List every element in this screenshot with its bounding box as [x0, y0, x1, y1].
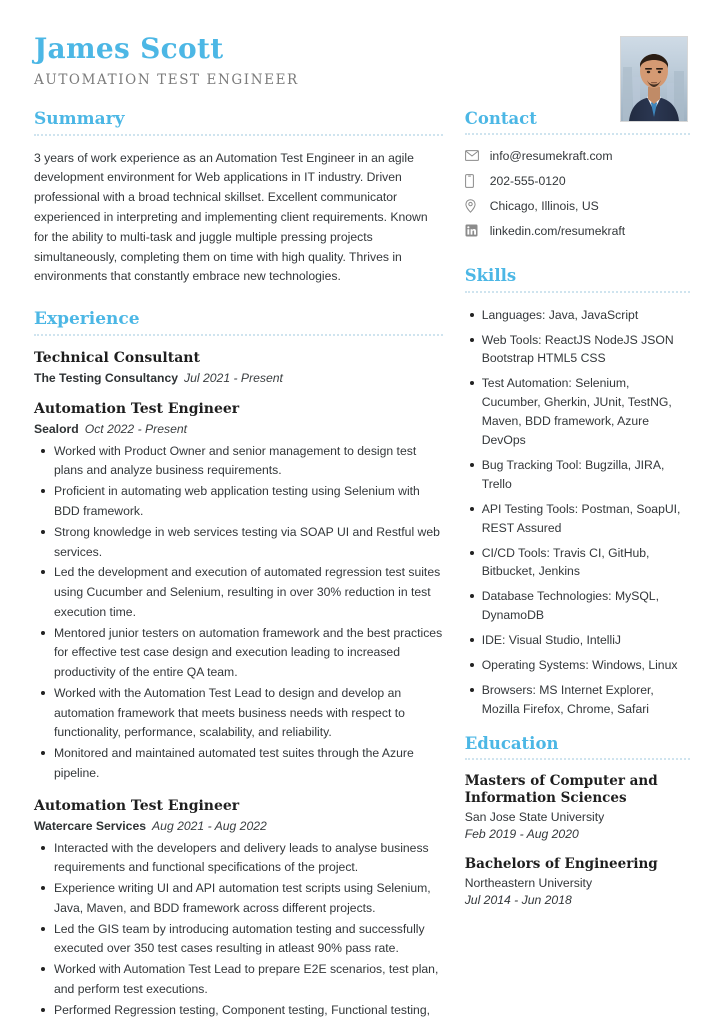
spacer	[465, 248, 690, 267]
experience-meta	[34, 370, 443, 387]
linkedin-icon	[465, 223, 482, 238]
contact-value: 202-555-0120	[489, 174, 566, 189]
contact-value: info@resumekraft.com	[489, 149, 613, 164]
right-column	[465, 110, 690, 922]
experience-bullet-list	[34, 839, 443, 1021]
contact-divider	[465, 133, 690, 137]
experience-bullet: Interacted with the developers and delivery leads to analyse business requirements and functional specifications of the project.	[34, 839, 443, 879]
experience-bullet: Strong knowledge in web services testing via SOAP UI and Restful web services.	[34, 523, 443, 563]
skill-item: Bug Tracking Tool: Bugzilla, JIRA, Trello	[465, 456, 690, 494]
resume-header	[0, 0, 724, 110]
contact-item-linkedin[interactable]	[465, 223, 690, 240]
skills-heading: Skills	[464, 266, 517, 286]
skill-item: Web Tools: ReactJS NodeJS JSON Bootstrap HTML5 CSS	[465, 331, 690, 369]
spacer	[34, 291, 443, 310]
education-divider	[465, 758, 690, 762]
education-dates: Feb 2019 - Aug 2020	[464, 827, 579, 842]
education-dates: Jul 2014 - Jun 2018	[464, 893, 572, 908]
skill-item: Test Automation: Selenium, Cucumber, Gherkin, JUnit, TestNG, Maven, BDD framework, Azure DevOps	[465, 374, 690, 450]
experience-entry	[34, 400, 443, 784]
summary-divider	[34, 134, 443, 138]
skill-item: Database Technologies: MySQL, DynamoDB	[465, 587, 690, 625]
contact-list	[465, 148, 690, 240]
experience-company: The Testing Consultancy	[34, 370, 179, 385]
contact-heading: Contact	[464, 109, 537, 128]
experience-entry	[34, 797, 443, 1021]
contact-item-email[interactable]	[465, 148, 690, 165]
phone-icon	[465, 173, 482, 188]
experience-dates: Aug 2021 - Aug 2022	[152, 818, 267, 833]
experience-bullet: Led the GIS team by introducing automation testing and successfully executed over 350 test cases resulting in atleast 90% pass rate.	[34, 920, 443, 960]
skill-item: Languages: Java, JavaScript	[465, 306, 690, 325]
experience-bullet: Worked with Product Owner and senior management to design test plans and analyze business requirements.	[34, 442, 443, 482]
experience-bullet: Monitored and maintained automated test suites through the Azure pipeline.	[34, 744, 443, 784]
skills-section	[465, 267, 690, 718]
experience-company: Watercare Services	[34, 818, 147, 833]
experience-role: Technical Consultant	[34, 349, 200, 366]
location-pin-icon	[465, 198, 482, 213]
skills-divider	[465, 291, 690, 295]
experience-bullet-list	[34, 442, 443, 784]
contact-value: Chicago, Illinois, US	[489, 199, 599, 214]
candidate-job-title: AUTOMATION TEST ENGINEER	[34, 72, 299, 89]
experience-meta	[34, 421, 443, 438]
experience-bullet: Proficient in automating web application testing using Selenium with BDD framework.	[34, 482, 443, 522]
skill-item: API Testing Tools: Postman, SoapUI, REST Assured	[465, 500, 690, 538]
profile-photo-illustration	[621, 37, 687, 121]
experience-role: Automation Test Engineer	[34, 400, 240, 417]
skill-item: IDE: Visual Studio, IntelliJ	[465, 631, 690, 650]
experience-entry	[34, 349, 443, 387]
experience-dates: Oct 2022 - Present	[84, 421, 188, 436]
summary-text: 3 years of work experience as an Automation Test Engineer in an agile development environment for Web applications in IT industry. Driven professional with a broad technical skillset. Excellent communicator experienced in interpreting and implementing client requirements. Known for the ability to multi-task and juggle multiple pressing projects simultaneously, completing them on time with high quality. Thrives in environments that constantly embrace new technologies.	[34, 150, 428, 284]
contact-item-phone[interactable]	[465, 173, 690, 190]
education-degree: Bachelors of Engineering	[464, 856, 658, 873]
experience-role: Automation Test Engineer	[34, 797, 240, 814]
experience-meta	[34, 818, 443, 835]
education-entry	[465, 856, 690, 909]
education-school: Northeastern University	[464, 876, 593, 891]
left-column	[34, 110, 465, 1034]
experience-bullet: Worked with Automation Test Lead to prepare E2E scenarios, test plan, and perform test executions.	[34, 960, 443, 1000]
experience-heading: Experience	[34, 309, 140, 330]
experience-company: Sealord	[34, 421, 79, 436]
education-entry	[465, 773, 690, 843]
education-degree: Masters of Computer and Information Sciences	[464, 772, 658, 807]
envelope-icon	[465, 148, 482, 163]
education-heading: Education	[464, 733, 559, 753]
skill-item: CI/CD Tools: Travis CI, GitHub, Bitbucket, Jenkins	[465, 544, 690, 582]
summary-section	[34, 110, 443, 287]
experience-divider	[34, 334, 443, 338]
experience-section	[34, 310, 443, 1021]
education-school: San Jose State University	[464, 810, 605, 825]
education-section	[465, 735, 690, 909]
skill-item: Browsers: MS Internet Explorer, Mozilla Firefox, Chrome, Safari	[465, 681, 690, 719]
contact-section	[465, 110, 690, 240]
experience-bullet: Experience writing UI and API automation test scripts using Selenium, Java, Maven, and BDD framework across different projects.	[34, 879, 443, 919]
skills-list	[465, 306, 690, 719]
experience-bullet: Mentored junior testers on automation framework and the best practices for effective test case design and execution leading to increased productivity of the entire QA team.	[34, 624, 443, 683]
experience-bullet: Led the development and execution of automated regression test suites using Cucumber and Selenium, resulting in over 30% reduction in test execution time.	[34, 563, 443, 622]
experience-bullet: Performed Regression testing, Component testing, Functional testing,	[34, 1001, 443, 1021]
candidate-name: James Scott	[34, 32, 224, 65]
skill-item: Operating Systems: Windows, Linux	[465, 656, 690, 675]
resume-body	[0, 110, 724, 1034]
contact-item-location[interactable]	[465, 198, 690, 215]
profile-photo	[620, 36, 688, 122]
contact-value: linkedin.com/resumekraft	[489, 224, 626, 239]
summary-heading: Summary	[34, 109, 125, 129]
experience-dates: Jul 2021 - Present	[184, 370, 283, 385]
experience-bullet: Worked with the Automation Test Lead to design and develop an automation framework that meets business needs with respect to functionality, performance, scalability, and reliability.	[34, 684, 443, 743]
